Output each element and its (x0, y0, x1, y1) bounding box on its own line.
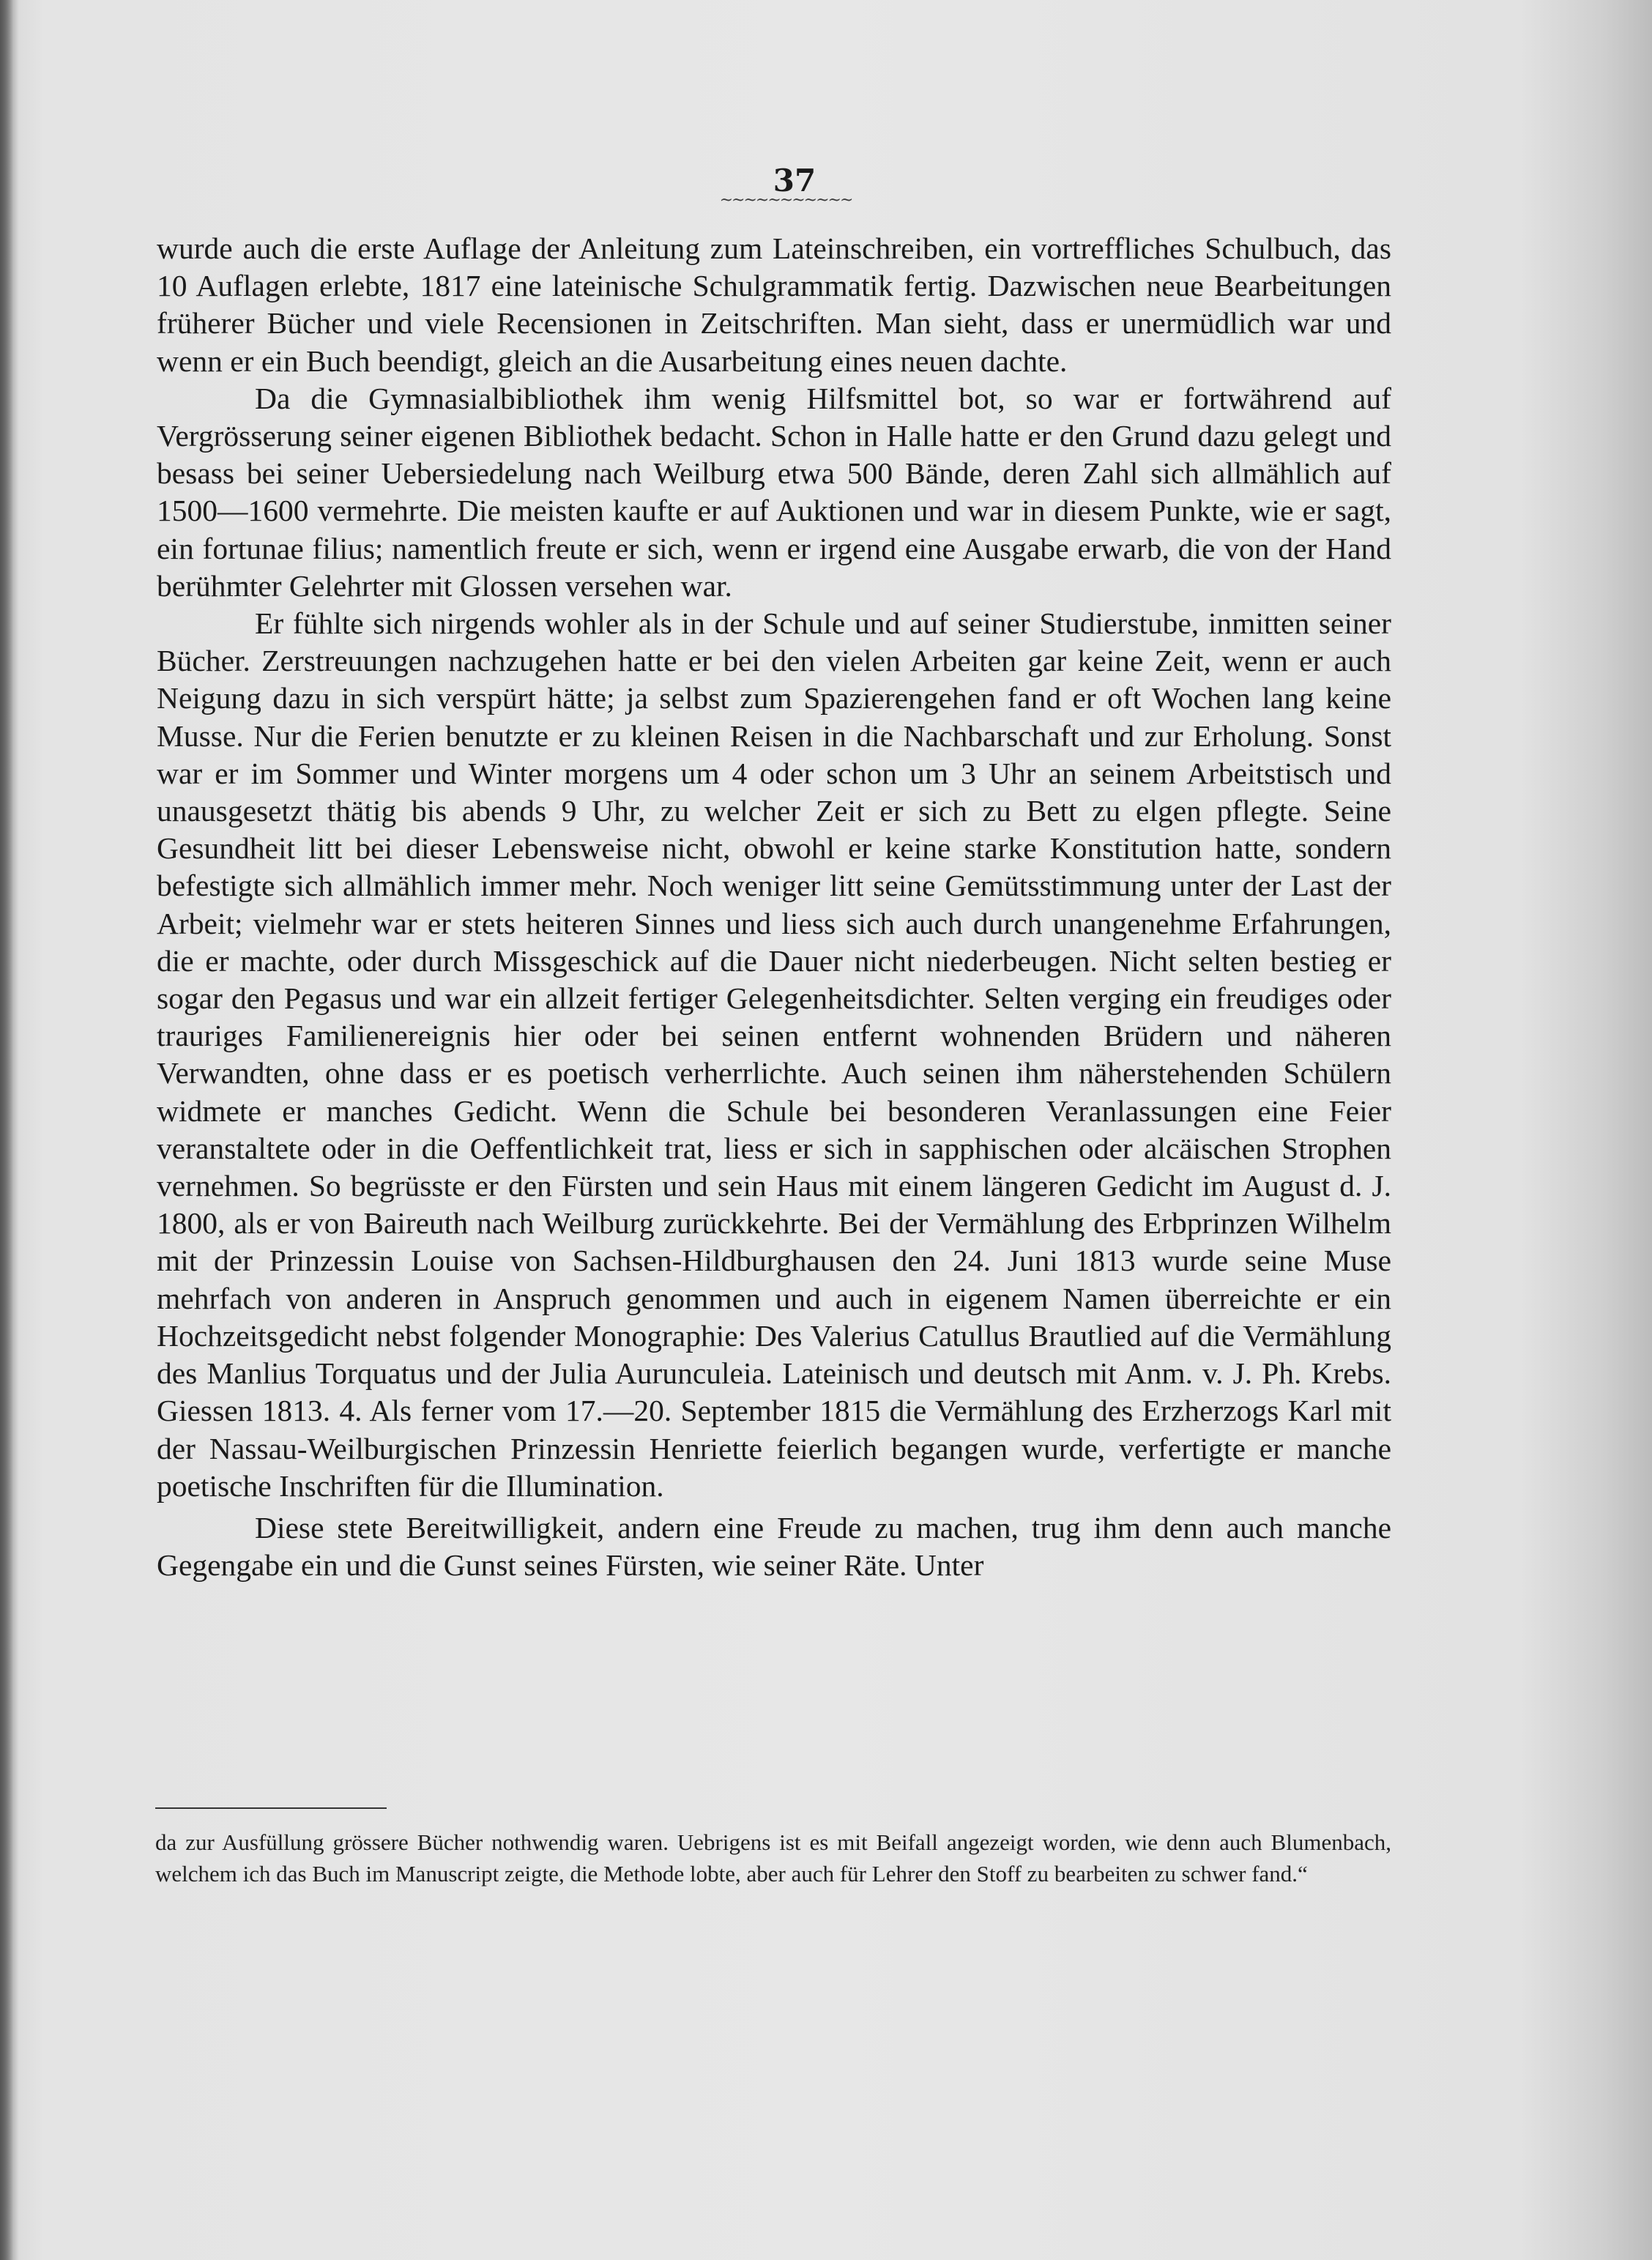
paragraph-library: Da die Gymnasialbibliothek ihm wenig Hilfsmittel bot, so war er fortwährend auf Vergrösserung seiner eigenen Bibliothek bedacht. Schon in Halle hatte er den Grund dazu gelegt und besass bei seiner Uebersiedelung nach Weilburg etwa 500 Bände, deren Zahl sich allmählich auf 1500—1600 vermehrte. Die meisten kaufte er auf Auktionen und war in diesem Punkte, wie er sagt, ein fortunae filius; namentlich freute er sich, wenn er irgend eine Ausgabe erwarb, die von der Hand berühmter Gelehrter mit Glossen versehen war. (157, 381, 1391, 603)
footnote-text: da zur Ausfüllung grössere Bücher nothwendig waren. Uebrigens ist es mit Beifall angezeigt worden, wie denn auch Blumenbach, welchem ich das Buch im Manuscript zeigte, die Methode lobte, aber auch für Lehrer den Stoff zu bearbeiten zu schwer fand.“ (155, 1829, 1391, 1887)
paragraph-gratitude: Diese stete Bereitwilligkeit, andern eine Freude zu machen, trug ihm denn auch manche Gegengabe ein und die Gunst seines Fürsten, wie seiner Räte. Unter (157, 1510, 1391, 1583)
page-number: 37 (773, 163, 816, 198)
page-edge-shadow (0, 0, 13, 2260)
paragraph-study-life: Er fühlte sich nirgends wohler als in der Schule und auf seiner Studierstube, inmitten seiner Bücher. Zerstreuungen nachzugehen hatte er bei den vielen Arbeiten gar keine Zeit, wenn er auch Neigung dazu in sich verspürt hätte; ja selbst zum Spazierengehen fand er oft Wochen lang keine Musse. Nur die Ferien benutzte er zu kleinen Reisen in die Nachbarschaft und zur Erholung. Sonst war er im Sommer und Winter morgens um 4 oder schon um 3 Uhr an seinem Arbeitstisch und unausgesetzt thätig bis abends 9 Uhr, zu welcher Zeit er sich zu Bett zu elgen pflegte. Seine Gesundheit litt bei dieser Lebensweise nicht, obwohl er keine starke Konstitution hatte, sondern befestigte sich allmählich immer mehr. Noch weniger litt seine Gemütsstimmung unter der Last der Arbeit; vielmehr war er stets heiteren Sinnes und liess sich auch durch unangenehme Erfahrungen, die er machte, oder durch Missgeschick auf die Dauer nicht niederbeugen. Nicht selten bestieg er sogar den Pegasus und war ein allzeit fertiger Gelegenheitsdichter. Selten verging ein freudiges oder trauriges Familienereignis hier oder bei seinen entfernt wohnenden Brüdern und näheren Verwandten, ohne dass er es poetisch verherrlichte. Auch seinen ihm näherstehenden Schülern widmete er manches Gedicht. Wenn die Schule bei besonderen Veranlassungen eine Feier veranstaltete oder in die Oeffentlichkeit trat, liess er sich in sapphischen oder alcäischen Strophen vernehmen. So begrüsste er den Fürsten und sein Haus mit einem längeren Gedicht im August d. J. 1800, als er von Baireuth nach Weilburg zurückkehrte. Bei der Vermählung des Erbprinzen Wilhelm mit der Prinzessin Louise von Sachsen-Hildburghausen den 24. Juni 1813 wurde seine Muse mehrfach von anderen in Anspruch genommen und auch in eigenem Namen überreichte er ein Hochzeitsgedicht nebst folgender Monographie: Des Valerius Catullus Brautlied auf die Vermählung des Manlius Torquatus und der Julia Aurunculeia. Lateinisch und deutsch mit Anm. v. J. Ph. Krebs. Giessen 1813. 4. Als ferner vom 17.—20. September 1815 die Vermählung des Erzherzogs Karl mit der Nassau-Weilburgischen Prinzessin Henriette feierlich begangen wurde, verfertigte er manche poetische Inschriften für die Illumination. (157, 606, 1391, 1503)
footnote (155, 1826, 1391, 1889)
page-number-ornament: ~~~~~~~~~~~ (719, 191, 852, 209)
footnote-divider (155, 1807, 387, 1809)
body-text (157, 230, 1391, 1584)
paragraph-continuation: wurde auch die erste Auflage der Anleitung zum Lateinschreiben, ein vortreffliches Schulbuch, das 10 Auflagen erlebte, 1817 eine lateinische Schulgrammatik fertig. Dazwischen neue Bearbeitungen früherer Bücher und viele Recensionen in Zeitschriften. Man sieht, dass er unermüdlich war und wenn er ein Buch beendigt, gleich an die Ausarbeitung eines neuen dachte. (157, 231, 1391, 378)
